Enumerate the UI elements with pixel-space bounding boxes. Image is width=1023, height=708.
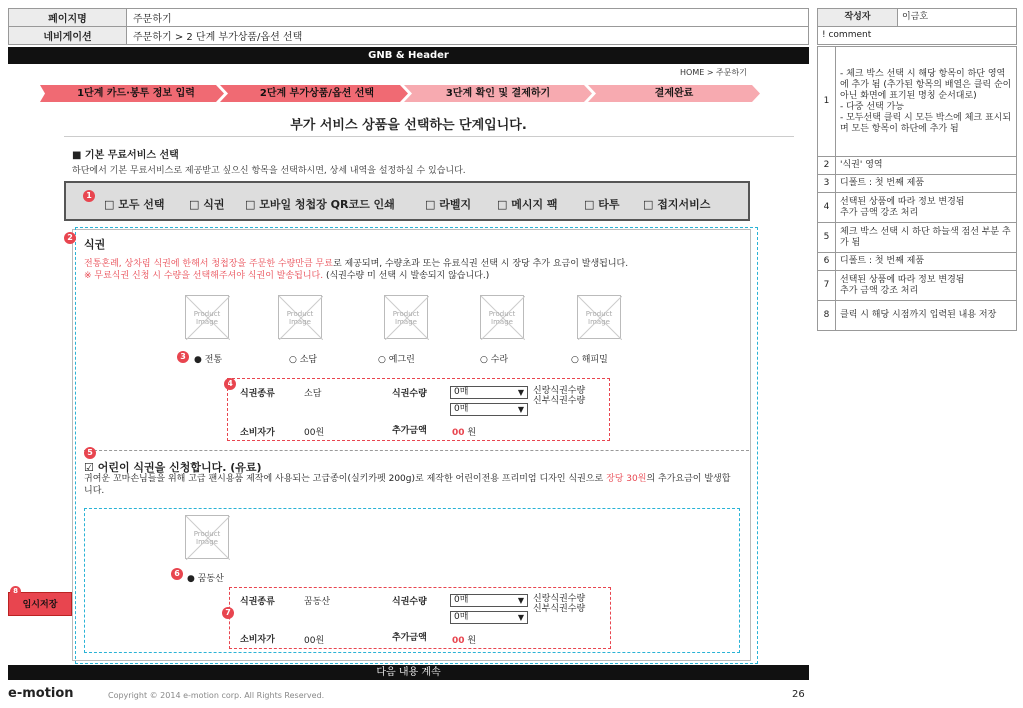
comment-table <box>817 8 1017 45</box>
section-desc: 하단에서 기본 무료서비스로 제공받고 싶으신 항목을 선택하시면, 상세 내역을 설정하실 수 있습니다. <box>72 166 466 176</box>
meal-desc-red-2: ※ 무료식권 신청 시 수량을 선택해주셔야 식권이 발송됩니다. <box>84 271 324 281</box>
product-radio-sura[interactable]: ○ 수라 <box>480 355 509 365</box>
step-3: 3단계 확인 및 결제하기 <box>445 88 551 99</box>
comment-no: 2 <box>818 157 836 175</box>
meal-qty-label: 식권수량 <box>392 389 427 399</box>
comment-no: 6 <box>818 253 836 271</box>
header-table <box>8 8 809 45</box>
divider-dashed <box>84 450 749 451</box>
section-title: ■ 기본 무료서비스 선택 <box>72 150 179 161</box>
meal-type-label: 식권종류 <box>240 389 275 399</box>
kids-type-value: 꿈동산 <box>304 597 331 607</box>
nav-value: 주문하기 > 2 단계 부가상품/옵션 선택 <box>127 27 809 45</box>
meal-product-image: Product Image <box>384 295 428 339</box>
kids-product-image: Product Image <box>185 515 229 559</box>
comment-text: 체크 박스 선택 시 하단 하늘색 점선 부분 추가 됨 <box>836 223 1017 253</box>
dropdown-arrow-icon: ▼ <box>517 405 524 414</box>
step-1: 1단계 카드·봉투 정보 입력 <box>77 88 195 99</box>
comment-text: 디폴트 : 첫 번째 제품 <box>836 175 1017 193</box>
dropdown-arrow-icon: ▼ <box>517 596 524 605</box>
breadcrumb: HOME > 주문하기 <box>680 68 747 77</box>
meal-title: 식권 <box>84 238 106 251</box>
kids-checkbox[interactable]: ☑ 어린이 식권을 신청합니다. (유료) <box>84 461 262 474</box>
badge-1: 1 <box>83 190 95 202</box>
comment-row <box>818 193 1017 223</box>
meal-desc-red-1: 전통혼례, 상차림 식권에 한해서 청첩장을 주문한 수량만큼 무료 <box>84 259 333 269</box>
comment-no: 7 <box>818 271 836 301</box>
kids-bride-qty-select[interactable]: 0매 ▼ <box>450 611 528 624</box>
step-4: 결제완료 <box>654 88 694 99</box>
option-meal[interactable]: □ 식권 <box>189 198 225 211</box>
kids-desc: 귀여운 꼬마손님들을 위해 고급 팬시용품 제작에 사용되는 고급종이(실키카펫 200g)로 제작한 어린이전용 프리미엄 디자인 식권으로 장당 30원의 추가요금이 발생합니다. <box>84 474 731 496</box>
comment-text: - 체크 박스 선택 시 해당 항목이 하단 영역에 추가 됨 (추가된 항목의 배열은 클릭 순이 아닌 화면에 표기된 명칭 순서대로) - 다중 선택 가능 - 모두선택 클릭 시 모든 박스에 체크 표시되며 모든 항목이 하단에 추가 됨 <box>836 47 1017 157</box>
badge-2: 2 <box>64 232 76 244</box>
step-2: 2단계 부가상품/옵션 선택 <box>259 88 375 99</box>
dropdown-arrow-icon: ▼ <box>517 388 524 397</box>
meal-product-image: Product Image <box>577 295 621 339</box>
comment-row <box>818 271 1017 301</box>
product-radio-jeontong[interactable]: ● 전통 <box>194 355 223 365</box>
nav-label: 네비게이션 <box>9 27 127 45</box>
page-number: 26 <box>792 689 805 700</box>
meal-price-label: 소비자가 <box>240 428 275 438</box>
meal-extra-label: 추가금액 <box>392 426 427 436</box>
comment-text: '식권' 영역 <box>836 157 1017 175</box>
option-fold[interactable]: □ 접지서비스 <box>643 198 711 211</box>
badge-5: 5 <box>84 447 96 459</box>
badge-4: 4 <box>224 378 236 390</box>
meal-price-value: 00원 <box>304 428 325 438</box>
comment-text: 선택된 상품에 따라 정보 변경됨 추가 금액 강조 처리 <box>836 193 1017 223</box>
page-name-label: 페이지명 <box>9 9 127 27</box>
footer-next: 다음 내용 계속 <box>8 665 809 680</box>
meal-desc-2: (식권수량 미 선택 시 발송되지 않습니다.) <box>323 271 490 281</box>
kids-extra-label: 추가금액 <box>392 633 427 643</box>
comment-row <box>818 223 1017 253</box>
comment-row <box>818 253 1017 271</box>
copyright: Copyright © 2014 e-motion corp. All Rights Reserved. <box>108 691 325 700</box>
dropdown-arrow-icon: ▼ <box>517 613 524 622</box>
comment-no: 8 <box>818 301 836 331</box>
meal-type-value: 소담 <box>304 389 322 399</box>
kids-type-label: 식권종류 <box>240 597 275 607</box>
meal-product-image: Product Image <box>185 295 229 339</box>
author-value: 이금호 <box>898 9 1017 27</box>
page-name-value: 주문하기 <box>127 9 809 27</box>
kids-extra-unit: 원 <box>464 636 477 646</box>
comment-row <box>818 157 1017 175</box>
comment-no: 1 <box>818 47 836 157</box>
author-label: 작성자 <box>818 9 898 27</box>
comment-no: 5 <box>818 223 836 253</box>
product-radio-sodam[interactable]: ○ 소담 <box>289 355 318 365</box>
comment-row <box>818 47 1017 157</box>
badge-7: 7 <box>222 607 234 619</box>
kids-qty-note: 신랑식권수량 신부식권수량 <box>533 594 586 614</box>
gnb-bar: GNB & Header <box>8 47 809 64</box>
meal-groom-qty-select[interactable]: 0매 ▼ <box>450 386 528 399</box>
option-all[interactable]: □ 모두 선택 <box>104 198 165 211</box>
temp-save-button[interactable]: 임시저장 <box>8 592 72 616</box>
option-label[interactable]: □ 라벨지 <box>425 198 472 211</box>
option-message[interactable]: □ 메시지 팩 <box>497 198 558 211</box>
kids-product-radio[interactable]: ● 꿈동산 <box>187 574 224 584</box>
comment-label: ! comment <box>818 27 1017 45</box>
meal-desc-1: 로 제공되며, 수량초과 또는 유료식권 선택 시 장당 추가 요금이 발생됩니다. <box>332 259 629 269</box>
option-qr[interactable]: □ 모바일 청첩장 QR코드 인쇄 <box>245 198 395 211</box>
option-tattoo[interactable]: □ 타투 <box>584 198 620 211</box>
badge-8: 8 <box>10 586 21 597</box>
meal-product-image: Product Image <box>480 295 524 339</box>
meal-extra-value: 00 <box>452 428 465 438</box>
comment-no: 3 <box>818 175 836 193</box>
divider <box>64 136 794 137</box>
comment-text: 클릭 시 해당 시점까지 입력된 내용 저장 <box>836 301 1017 331</box>
brand-logo: e-motion <box>8 686 74 701</box>
page-title: 부가 서비스 상품을 선택하는 단계입니다. <box>290 118 527 133</box>
badge-3: 3 <box>177 351 189 363</box>
meal-qty-note: 신랑식권수량 신부식권수량 <box>533 386 586 406</box>
kids-groom-qty-select[interactable]: 0매 ▼ <box>450 594 528 607</box>
meal-extra-unit: 원 <box>464 428 477 438</box>
comment-row <box>818 301 1017 331</box>
meal-product-image: Product Image <box>278 295 322 339</box>
product-radio-yegreen[interactable]: ○ 예그린 <box>378 355 415 365</box>
comment-text: 디폴트 : 첫 번째 제품 <box>836 253 1017 271</box>
comment-text: 선택된 상품에 따라 정보 변경됨 추가 금액 강조 처리 <box>836 271 1017 301</box>
product-radio-happymeal[interactable]: ○ 해피밀 <box>571 355 608 365</box>
kids-extra-value: 00 <box>452 636 465 646</box>
meal-bride-qty-select[interactable]: 0매 ▼ <box>450 403 528 416</box>
comment-no: 4 <box>818 193 836 223</box>
comment-row <box>818 175 1017 193</box>
badge-6: 6 <box>171 568 183 580</box>
kids-price-label: 소비자가 <box>240 635 275 645</box>
kids-qty-label: 식권수량 <box>392 597 427 607</box>
kids-price-value: 00원 <box>304 636 325 646</box>
comment-list <box>817 46 1017 331</box>
